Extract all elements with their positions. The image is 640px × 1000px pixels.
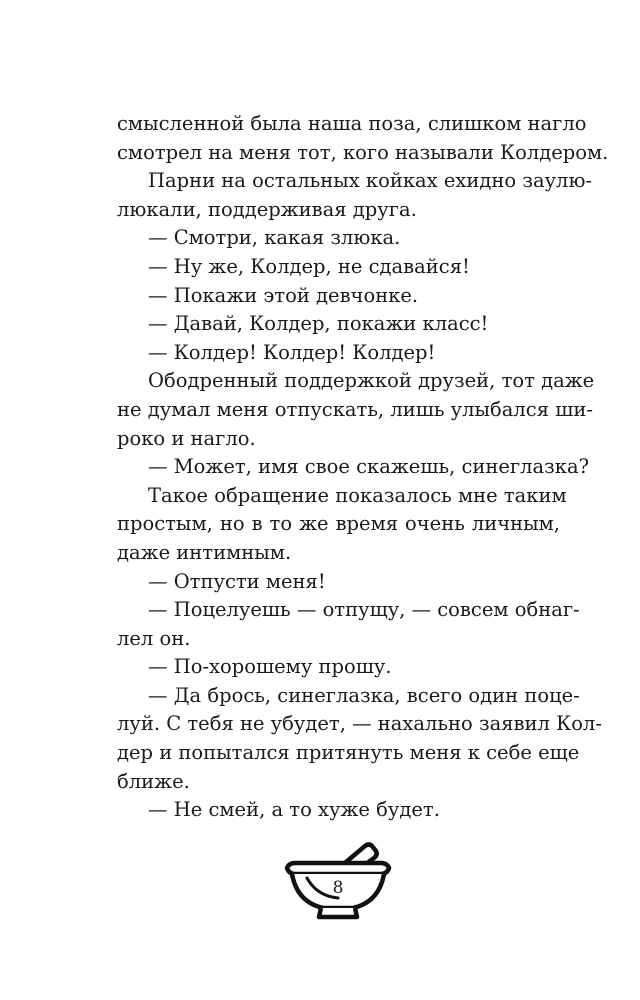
dialogue-line: — Поцелуешь — отпущу, — совсем обнаг- <box>148 598 580 622</box>
dialogue-line: — Да брось, синеглазка, всего один поце- <box>148 683 580 707</box>
text-line: Ободренный поддержкой друзей, тот даже <box>148 369 595 393</box>
dialogue-line: — Смотри, какая злюка. <box>148 226 401 250</box>
dialogue-line: — Покажи этой девчонке. <box>148 283 419 307</box>
text-line: простым, но в то же время очень личным, <box>117 512 560 536</box>
body-text <box>117 110 609 825</box>
text-line: ближе. <box>117 769 190 793</box>
dialogue-line: — Отпусти меня! <box>148 569 326 593</box>
mortar-and-pestle-icon <box>283 838 393 922</box>
text-line: Парни на остальных койках ехидно заулю- <box>148 169 593 193</box>
text-line: не думал меня отпускать, лишь улыбался ши- <box>117 397 593 421</box>
text-line: роко и нагло. <box>117 426 256 450</box>
text-line: смысленной была наша поза, слишком нагло <box>117 112 587 135</box>
dialogue-line: — Может, имя свое скажешь, синеглазка? <box>148 455 590 479</box>
text-line: дер и попытался притянуть меня к себе еще <box>117 741 580 765</box>
dialogue-line: — По-хорошему прошу. <box>148 655 392 679</box>
dialogue-line: — Не смей, а то хуже будет. <box>148 798 440 822</box>
text-line: смотрел на меня тот, кого называли Колдером. <box>117 140 609 164</box>
text-line: луй. С тебя не убудет, — нахально заявил Кол- <box>117 712 602 736</box>
dialogue-line: — Колдер! Колдер! Колдер! <box>148 340 436 364</box>
page-number: 8 <box>332 878 344 898</box>
dialogue-line: — Давай, Колдер, покажи класс! <box>148 312 489 336</box>
text-line: Такое обращение показалось мне таким <box>148 483 567 507</box>
dialogue-line: — Ну же, Колдер, не сдавайся! <box>148 254 470 278</box>
text-line: люкали, поддерживая друга. <box>117 197 417 221</box>
text-line: даже интимным. <box>117 540 292 564</box>
text-line: лел он. <box>117 626 191 650</box>
